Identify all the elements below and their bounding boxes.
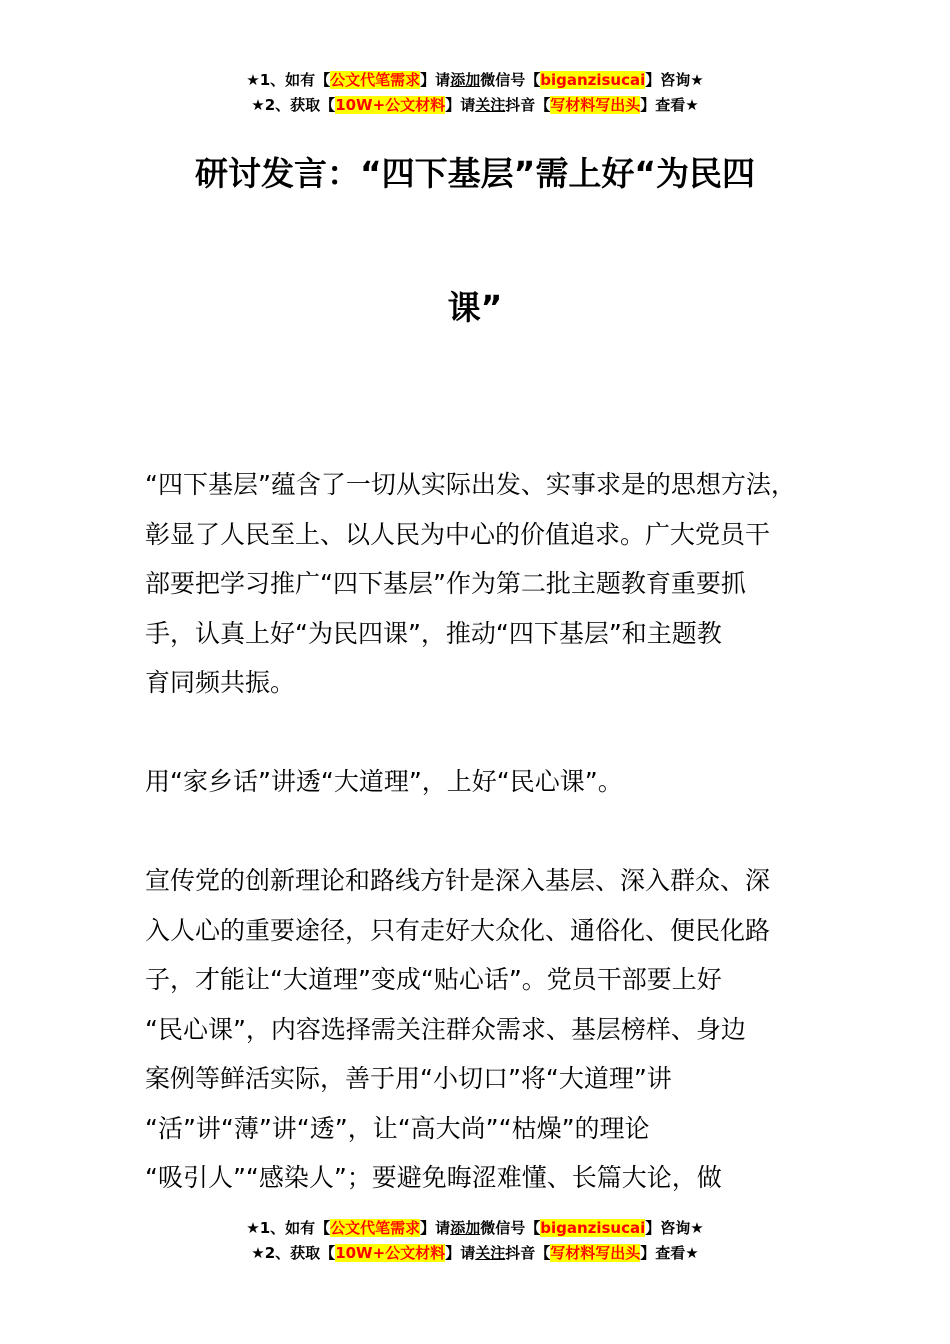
banner-text: 微信号【 [480,1219,541,1237]
banner-line-1 [0,1216,950,1241]
banner-highlight: 10W+公文材料 [335,96,446,114]
banner-text: ★1、如有【 [246,71,331,89]
banner-text: 】请 [420,71,451,89]
document-title [100,140,850,342]
banner-highlight: 写材料写出头 [550,96,641,114]
banner-line-2 [0,93,950,118]
title-line-2: 课” [447,288,503,327]
banner-text: ★2、获取【 [251,96,336,114]
paragraph-line: 育同频共振。 [145,668,296,697]
banner-underline: 关注 [475,96,506,114]
paragraph-1 [145,460,830,708]
paragraph-spacer [145,807,830,857]
banner-line-1 [0,68,950,93]
paragraph-3 [145,856,830,1203]
top-banner [0,68,950,118]
document-body [145,460,830,1203]
paragraph-line: 子，才能让“大道理”变成“贴心话”。党员干部要上好 [145,965,722,994]
paragraph-line: 入人心的重要途径，只有走好大众化、通俗化、便民化路 [145,915,771,945]
title-line-1: 研讨发言：“四下基层”需上好“为民四 [194,154,756,193]
paragraph-line: 部要把学习推广“四下基层”作为第二批主题教育重要抓 [145,569,746,598]
banner-highlight: 公文代笔需求 [330,71,421,89]
paragraph-line: 手，认真上好“为民四课”，推动“四下基层”和主题教 [145,618,722,648]
banner-underline: 关注 [475,1244,506,1262]
banner-text: 微信号【 [480,71,541,89]
banner-text: 】查看★ [640,96,699,114]
banner-underline: 添加 [450,71,481,89]
paragraph-line: 宣传党的创新理论和路线方针是深入基层、深入群众、深 [145,866,771,895]
banner-text: 】咨询★ [645,1219,704,1237]
banner-text: ★1、如有【 [246,1219,331,1237]
paragraph-line: 案例等鲜活实际，善于用“小切口”将“大道理”讲 [145,1064,672,1093]
banner-text: 】查看★ [640,1244,699,1262]
banner-text: 抖音【 [505,1244,551,1262]
bottom-banner [0,1216,950,1266]
banner-text: ★2、获取【 [251,1244,336,1262]
banner-line-2 [0,1241,950,1266]
banner-text: 】请 [445,96,476,114]
banner-highlight: 公文代笔需求 [330,1219,421,1237]
banner-text: 】请 [420,1219,451,1237]
paragraph-line: 彰显了人民至上、以人民为中心的价值追求。广大党员干 [145,519,771,549]
banner-text: 】咨询★ [645,71,704,89]
paragraph-line: “民心课”，内容选择需关注群众需求、基层榜样、身边 [145,1014,746,1044]
banner-highlight: biganzisucai [540,71,646,89]
paragraph-line: “四下基层”蕴含了一切从实际出发、实事求是的思想方法， [145,470,796,499]
banner-highlight: biganzisucai [540,1219,646,1237]
banner-text: 抖音【 [505,96,551,114]
paragraph-line: “吸引人”“感染人”；要避免晦涩难懂、长篇大论，做 [145,1163,722,1192]
paragraph-spacer [145,708,830,758]
banner-highlight: 写材料写出头 [550,1244,641,1262]
banner-underline: 添加 [450,1219,481,1237]
banner-highlight: 10W+公文材料 [335,1244,446,1262]
paragraph-2 [145,757,830,807]
paragraph-line: 用“家乡话”讲透“大道理”，上好“民心课”。 [145,767,623,796]
paragraph-line: “活”讲“薄”讲“透”，让“高大尚”“枯燥”的理论 [145,1113,650,1143]
banner-text: 】请 [445,1244,476,1262]
